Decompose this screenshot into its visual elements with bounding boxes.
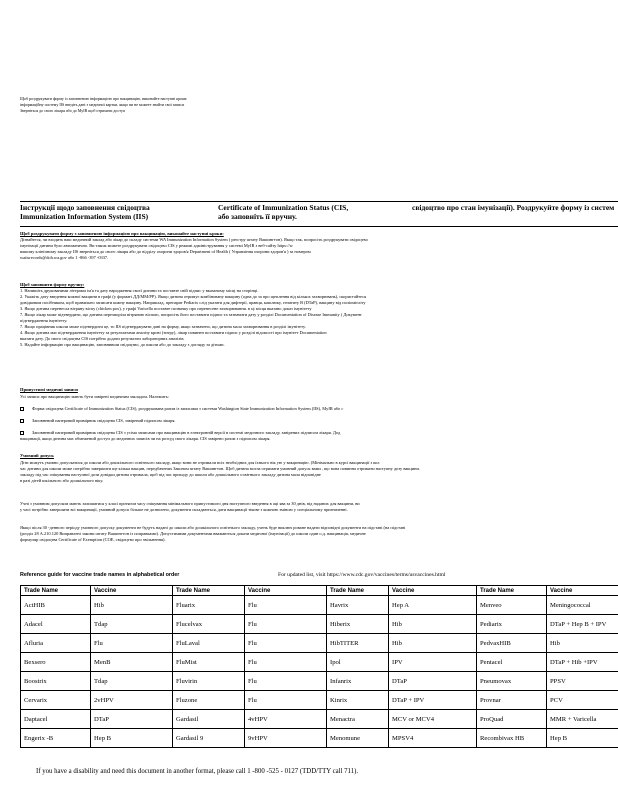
checkbox-icon — [20, 419, 24, 423]
vaccine-cell: Meningococcal — [547, 596, 618, 615]
section-line: waiisrecords@doh.wa.gov або 1 -866 -397 -0337. — [20, 255, 109, 260]
trade-name-cell: Fluvirin — [173, 672, 245, 691]
top-note-line: Щоб роздрукувати форму із заповненою інформацією про вакцинацію, виконайте наступні кроки: — [20, 97, 188, 101]
vaccine-cell: Hep B — [91, 729, 173, 748]
table-row — [21, 596, 618, 615]
vaccine-cell: PPSV — [547, 672, 618, 691]
section-heading-print: Щоб роздрукувати форму з заповненою інформацією про вакцинацію, виконайте наступні кроки: — [20, 231, 224, 236]
vaccine-cell: Flu — [245, 672, 327, 691]
section-line: 1. Напишіть друкованими літерами ім'я та дату народження своєї дитини та поставте свій підпис у вказаному місці на сторінці. — [20, 288, 259, 293]
trade-name-cell: Gardasil 9 — [173, 729, 245, 748]
page-title — [20, 203, 618, 225]
record-item: Форма свідоцтва Certificate of Immunization Status (CIS), роздрукована разом із записами з системи Washington State Immunization Information System (IIS), MyIR або с — [20, 406, 618, 411]
section-line: Дізнайтеся, чи входить ваш медичний заклад або лікар до складу системи WA Immunization Information System ( реєстру штату Вашингтон). Якщо так, попросіть роздрукувати свідоцтво — [20, 237, 368, 242]
vaccine-cell: Hib — [547, 634, 618, 653]
title-col-3: свідоцтво про стан імунізації). Роздрукуйте форму із систем — [412, 203, 615, 212]
trade-name-cell: Cervarix — [21, 691, 91, 710]
trade-name-cell: Provnar — [477, 691, 547, 710]
trade-name-cell: FluMist — [173, 653, 245, 672]
trade-name-cell: Menomune — [327, 729, 389, 748]
section-line: Усі записи про вакцинацію мають бути завірені медичним закладом. Належить: — [20, 394, 169, 399]
vaccine-cell: Hib — [389, 615, 477, 634]
trade-name-cell: Bexsero — [21, 653, 91, 672]
column-header: Trade Name — [327, 586, 389, 596]
vaccine-cell: MPSV4 — [389, 729, 477, 748]
vaccine-cell: DTaP + Hep B + IPV — [547, 615, 618, 634]
section-line: вашому клінічному закладу IIS зверніться до свого лікаря або до відділу охорони здоров'я Department of Health ( Управління охорони здоров'я ) за номером — [20, 249, 311, 254]
trade-name-cell: Hiberix — [327, 615, 389, 634]
vaccine-cell: MCV or MCV4 — [389, 710, 477, 729]
top-note-line: Зверніться до свого лікаря або до MyIR щоб отримати доступ — [20, 109, 126, 113]
vaccine-cell: Hep A — [389, 596, 477, 615]
trade-name-cell: Fluarix — [173, 596, 245, 615]
trade-name-cell: Flucelvax — [173, 615, 245, 634]
trade-name-cell: Afluria — [21, 634, 91, 653]
trade-name-cell: PedvaxHIB — [477, 634, 547, 653]
reference-title: Reference guide for vaccine trade names in alphabetical order — [20, 572, 180, 578]
vaccine-cell: Flu — [245, 596, 327, 615]
vaccine-cell: MMR + Varicella — [547, 710, 618, 729]
vaccine-table — [20, 585, 618, 748]
trade-name-cell: Engerix -B — [21, 729, 91, 748]
table-header-row — [21, 586, 618, 596]
trade-name-cell: Recombivax HB — [477, 729, 547, 748]
trade-name-cell: Ipol — [327, 653, 389, 672]
trade-name-cell: Kinrix — [327, 691, 389, 710]
trade-name-cell: Fluzone — [173, 691, 245, 710]
vaccine-cell: PCV — [547, 691, 618, 710]
trade-name-cell: Pneumovax — [477, 672, 547, 691]
vaccine-cell: DTaP — [389, 672, 477, 691]
section-line: Якщо після 30 -денного періоду умовного допуску документи не будуть надані до школи або дошкільного освітнього закладу, учень буде виключ роване надати відповідні документи на підставі (на підставі — [20, 525, 406, 530]
column-header: Vaccine — [245, 586, 327, 596]
trade-name-cell: Daptacel — [21, 710, 91, 729]
vaccine-cell: Hep B — [547, 729, 618, 748]
vaccine-cell: Flu — [245, 615, 327, 634]
table-row — [21, 615, 618, 634]
title-col-2: Certificate of Immunization Status (CIS, або заповніть її вручну. — [218, 203, 349, 221]
vaccine-cell: Flu — [245, 691, 327, 710]
section-line: 2. Укажіть дату введення кожної вакцини в графі (у форматі ДД/ММ/РР). Якщо дитина отримує комбіновану вакцину (одна до за про щеплення від кількох захворювань), скористайтеся — [20, 294, 367, 299]
section-line: (розділ 28 A.210.120 Виправлені закони штату Вашингтон із поправками). Допустимими документами вважаються докази медичної (імунізації) до школи один о.д. вакцинація, медичне — [20, 531, 366, 536]
section-line: у часі потрібно завершити всі вакцинації, умовний допуск більше не дозволено, документи складаються, дати вакцинації тікове з кожною зміною у спеціальному призначенні. — [20, 507, 348, 512]
record-item: Заповнений паперовий примірник свідоцтва CIS, завірений підписом лікаря. — [20, 418, 618, 423]
section-line: вакцинації, якщо дитина має обмежений доступ до медичних записів чи на розсуд свого лікаря. CIS завірено разом з підписом лікаря. — [20, 436, 271, 441]
trade-name-cell: ActHIB — [21, 596, 91, 615]
checkbox-icon — [20, 431, 24, 435]
title-top-rule — [20, 201, 618, 202]
section-line: вказати дату. До свого свідоцтва CIS потрібно додати результати лабораторних аналізів. — [20, 336, 185, 341]
title-bottom-rule — [20, 226, 618, 227]
section-line: закладу під час очікування наступної дози довідки дитина отримала, щоб під час приходу до школи або дошкільного освітнього закладу дитина мала відповідне — [20, 472, 321, 477]
trade-name-cell: Gardasil — [173, 710, 245, 729]
column-header: Vaccine — [547, 586, 618, 596]
trade-name-cell: Menveo — [477, 596, 547, 615]
trade-name-cell: Infanrix — [327, 672, 389, 691]
trade-name-cell: Adacel — [21, 615, 91, 634]
trade-name-cell: Menactra — [327, 710, 389, 729]
title-col-1: Інструкції щодо заповнення свідоцтва Immunization Information System (IIS) — [20, 203, 150, 221]
vaccine-cell: IPV — [389, 653, 477, 672]
trade-name-cell: Havrix — [327, 596, 389, 615]
trade-name-cell: Boostrix — [21, 672, 91, 691]
column-header: Trade Name — [477, 586, 547, 596]
section-line: підтвердження імунітету. — [20, 318, 68, 323]
table-row — [21, 672, 618, 691]
vaccine-cell: Hib — [91, 596, 173, 615]
record-item: Заповнений паперовий примірник свідоцтва CIS з усіма записами про вакцинацію в електронній версії в системі медичного закладу, завірених підписом лікаря. Дод — [20, 430, 618, 435]
section-heading-conditional: Умовний допуск — [20, 453, 54, 458]
column-header: Vaccine — [389, 586, 477, 596]
trade-name-cell: ProQuad — [477, 710, 547, 729]
table-row — [21, 729, 618, 748]
section-line: 7. Якщо лікар може підтвердити, що дитина перехворіла вітряною віспою, попросіть його поставити підпис та зазначити дату у розділі Documentation of Disease Immunity ( Документ — [20, 312, 362, 317]
trade-name-cell: HibTITER — [327, 634, 389, 653]
footer-accessibility-note: If you have a disability and need this document in another format, please call 1 -800 -525 - 0127 (TDD/TTY call 711). — [36, 768, 359, 775]
vaccine-cell: DTaP — [91, 710, 173, 729]
table-row — [21, 691, 618, 710]
vaccine-cell: DTaP + IPV — [389, 691, 477, 710]
section-line: 7. Якщо працівник школи може підтвердити це, то IIS підтверджувати дані на форму, якщо зазначено, що дитина мала захворювання в розділі імунітету. — [20, 324, 306, 329]
column-header: Trade Name — [21, 586, 91, 596]
table-row — [21, 710, 618, 729]
vaccine-cell: Flu — [245, 653, 327, 672]
vaccine-cell: Tdap — [91, 615, 173, 634]
section-line: 5. Надайте інформацію про вакцинацію, заповнивши свідоцтво, до школи або до закладу з догляду за дітьми. — [20, 342, 225, 347]
trade-name-cell: Pediarix — [477, 615, 547, 634]
top-note-line: інформаційну систему IIS введіть дані з медичної картки, якщо ви не можете знайти свої записи — [20, 103, 185, 107]
section-line: час дитини для школи може потрібно завершити ще кілька вакцин, передбачених Законом штату Вашингтон. Щоб дитина могла отримати умовний допуск вами , що вона повинна отримати наступну дозу вакцини. — [20, 466, 420, 471]
section-line: в разі дітей шкільного або дошкільного віку. — [20, 478, 104, 483]
column-header: Trade Name — [173, 586, 245, 596]
section-heading-manual: Щоб заповнити форму вручну: — [20, 282, 85, 287]
section-line: Діти можуть умовно допускатися до школи або дошкільного освітнього закладу, якщо вони не отримали всіх необхідних для їхнього вік ую у вакцинацію. (Мінімально в курсі вакцинації з кол — [20, 460, 380, 465]
vaccine-cell: DTaP + Hib +IPV — [547, 653, 618, 672]
section-line: імунізації дитини було автоматично. Ви також можете роздрукувати свідоцтво CIS у режимі адміністрування у системі MyIR з веб-сайту https://w — [20, 243, 293, 248]
section-line: 4. Якщо дитина має підтвердження імунітету за результатами аналізу крові (титру), лікар повинен поставити підпис у розділі відомості про імунітет Documentation — [20, 330, 327, 335]
column-header: Vaccine — [91, 586, 173, 596]
section-heading-records: Припустимі медичні записи — [20, 387, 78, 392]
reference-link[interactable]: For updated list, visit https://www.cdc.gov/vaccines/terms/usvaccines.html — [278, 572, 446, 578]
vaccine-cell: Hib — [389, 634, 477, 653]
vaccine-cell: 4vHPV — [245, 710, 327, 729]
vaccine-cell: Flu — [245, 634, 327, 653]
vaccine-cell: 2vHPV — [91, 691, 173, 710]
section-line: Учні з умовним допуском мають залишатися у класі протягом часу очікування мінімального припустимого дня наступного введення в аці ява за 30 днів, від наданих для вакцини, ви — [20, 501, 360, 506]
table-row — [21, 653, 618, 672]
vaccine-cell: MenB — [91, 653, 173, 672]
vaccine-cell: 9vHPV — [245, 729, 327, 748]
section-line: формуляр свідоцтва Certificate of Exemption (COE, свідоцтво про звільнення). — [20, 537, 166, 542]
vaccine-cell: Tdap — [91, 672, 173, 691]
vaccine-cell: Flu — [91, 634, 173, 653]
trade-name-cell: FluLaval — [173, 634, 245, 653]
table-row — [21, 634, 618, 653]
section-line: довідковим посібником, щоб правильно записати кожну вакцину. Наприклад, препарат Pediarix слід указати для дифтерії, правця, кашлюку, гепатиту В (DTaP), вакцину від поліомієліту — [20, 300, 366, 305]
section-line: 3. Якщо дитина перенесла вітряну віспу (chicken pox), у графі Varicella поставте позначку про перенесене захворювання. в ці місця вказано доказ імунітету — [20, 306, 312, 311]
trade-name-cell: Pentacel — [477, 653, 547, 672]
checkbox-icon — [20, 407, 24, 411]
